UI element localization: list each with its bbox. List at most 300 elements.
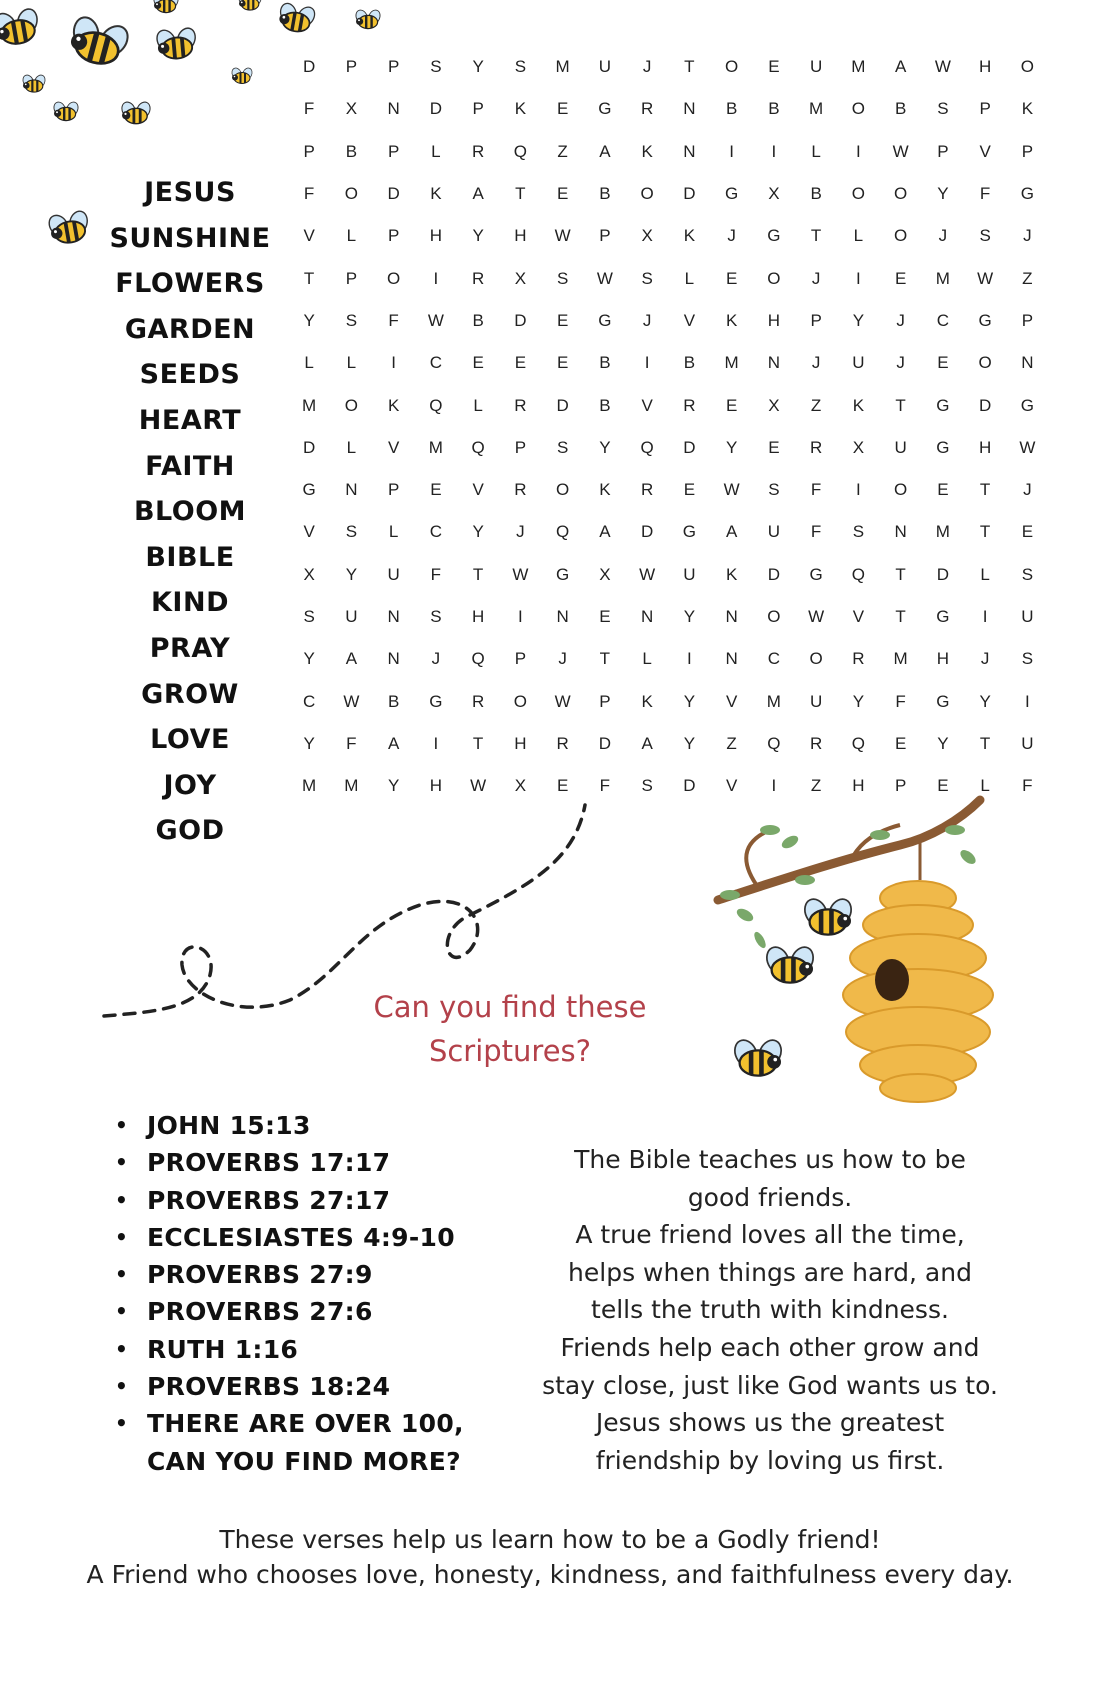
grid-letter[interactable]: B [810, 184, 822, 204]
grid-letter[interactable]: J [1023, 480, 1032, 500]
grid-letter[interactable]: Y [937, 184, 949, 204]
grid-letter[interactable]: R [809, 733, 823, 753]
grid-letter[interactable]: Q [513, 141, 527, 161]
grid-letter[interactable]: S [852, 522, 865, 542]
grid-letter[interactable]: E [430, 480, 442, 500]
grid-letter[interactable]: P [303, 141, 315, 161]
grid-letter[interactable]: R [809, 437, 823, 457]
grid-letter[interactable]: D [640, 522, 654, 542]
grid-letter[interactable]: E [556, 184, 569, 204]
grid-letter[interactable]: M [935, 268, 950, 288]
grid-letter[interactable]: L [853, 226, 864, 246]
grid-letter[interactable]: T [472, 733, 484, 753]
grid-letter[interactable]: R [471, 691, 485, 711]
grid-letter[interactable]: M [893, 649, 908, 669]
grid-letter[interactable]: N [683, 99, 696, 119]
grid-letter[interactable]: P [1021, 141, 1034, 161]
grid-letter[interactable]: I [771, 141, 777, 161]
grid-letter[interactable]: Y [472, 57, 484, 77]
grid-letter[interactable]: G [598, 310, 612, 330]
grid-letter[interactable]: J [1023, 226, 1032, 246]
grid-letter[interactable]: F [599, 776, 611, 796]
grid-letter[interactable]: J [811, 268, 821, 288]
grid-letter[interactable]: S [768, 480, 780, 500]
grid-letter[interactable]: A [387, 733, 400, 753]
grid-letter[interactable]: S [1021, 649, 1034, 669]
grid-letter[interactable]: F [895, 691, 906, 711]
grid-letter[interactable]: F [303, 184, 315, 204]
grid-letter[interactable]: P [514, 437, 527, 457]
grid-letter[interactable]: G [556, 564, 570, 584]
grid-letter[interactable]: E [514, 353, 527, 373]
grid-letter[interactable]: T [684, 57, 695, 77]
grid-letter[interactable]: F [810, 522, 822, 542]
grid-letter[interactable]: X [514, 268, 527, 288]
grid-letter[interactable]: U [809, 57, 823, 77]
grid-letter[interactable]: O [344, 184, 358, 204]
grid-letter[interactable]: D [683, 776, 696, 796]
grid-letter[interactable]: A [725, 522, 738, 542]
grid-letter[interactable]: J [727, 226, 736, 246]
grid-letter[interactable]: O [513, 691, 527, 711]
grid-letter[interactable]: T [303, 268, 315, 288]
grid-letter[interactable]: Y [303, 310, 315, 330]
grid-letter[interactable]: W [934, 57, 951, 77]
grid-letter[interactable]: P [387, 480, 400, 500]
grid-letter[interactable]: R [852, 649, 865, 669]
grid-letter[interactable]: K [641, 141, 653, 161]
grid-letter[interactable]: I [391, 353, 396, 373]
grid-letter[interactable]: W [808, 607, 825, 626]
grid-letter[interactable]: C [767, 649, 781, 669]
grid-letter[interactable]: E [556, 310, 569, 330]
grid-letter[interactable]: L [304, 353, 314, 373]
grid-letter[interactable]: I [687, 649, 692, 669]
grid-letter[interactable]: G [936, 395, 950, 415]
grid-letter[interactable]: T [810, 226, 822, 246]
grid-letter[interactable]: M [302, 776, 317, 796]
grid-letter[interactable]: H [514, 226, 527, 246]
grid-letter[interactable]: E [768, 437, 780, 457]
grid-letter[interactable]: D [683, 437, 696, 457]
grid-letter[interactable]: E [556, 99, 569, 119]
grid-letter[interactable]: T [979, 522, 991, 542]
grid-letter[interactable]: X [768, 184, 780, 204]
grid-letter[interactable]: U [767, 522, 781, 542]
grid-letter[interactable]: E [937, 776, 949, 796]
grid-letter[interactable]: E [556, 776, 569, 796]
grid-letter[interactable]: Z [726, 733, 737, 753]
grid-letter[interactable]: Y [683, 691, 696, 711]
grid-letter[interactable]: S [556, 268, 569, 288]
grid-letter[interactable]: L [346, 353, 357, 373]
grid-letter[interactable]: L [346, 226, 357, 246]
grid-letter[interactable]: P [810, 310, 822, 330]
grid-letter[interactable]: T [599, 649, 611, 669]
grid-letter[interactable]: E [472, 353, 484, 373]
grid-letter[interactable]: N [640, 607, 654, 626]
grid-letter[interactable]: Q [471, 649, 485, 669]
grid-letter[interactable]: E [556, 353, 569, 373]
grid-letter[interactable]: M [724, 353, 739, 373]
grid-letter[interactable]: N [894, 522, 907, 542]
grid-letter[interactable]: N [683, 141, 696, 161]
grid-letter[interactable]: H [852, 776, 865, 796]
grid-letter[interactable]: J [896, 310, 905, 330]
grid-letter[interactable]: N [387, 99, 400, 119]
grid-letter[interactable]: A [472, 184, 484, 204]
grid-letter[interactable]: F [388, 310, 399, 330]
grid-letter[interactable]: W [977, 268, 994, 288]
grid-letter[interactable]: F [430, 564, 442, 584]
grid-letter[interactable]: P [599, 691, 611, 711]
grid-letter[interactable]: M [766, 691, 781, 711]
grid-letter[interactable]: H [471, 607, 485, 626]
grid-letter[interactable]: Z [557, 141, 568, 161]
grid-letter[interactable]: P [1021, 310, 1034, 330]
grid-letter[interactable]: B [725, 99, 738, 119]
grid-letter[interactable]: G [725, 184, 739, 204]
grid-letter[interactable]: R [640, 99, 654, 119]
grid-letter[interactable]: Q [640, 437, 654, 457]
grid-letter[interactable]: J [642, 310, 652, 330]
grid-letter[interactable]: O [851, 99, 865, 119]
grid-letter[interactable]: V [725, 776, 738, 796]
grid-letter[interactable]: D [978, 395, 992, 415]
grid-letter[interactable]: O [725, 57, 739, 77]
grid-letter[interactable]: O [978, 353, 992, 373]
grid-letter[interactable]: S [303, 607, 315, 626]
grid-letter[interactable]: O [767, 268, 781, 288]
grid-letter[interactable]: H [767, 310, 781, 330]
grid-letter[interactable]: J [431, 649, 441, 669]
grid-letter[interactable]: E [599, 607, 611, 626]
grid-letter[interactable]: E [768, 57, 780, 77]
grid-letter[interactable]: F [1022, 776, 1033, 796]
grid-letter[interactable]: B [599, 353, 611, 373]
grid-letter[interactable]: T [895, 395, 906, 415]
grid-letter[interactable]: U [598, 57, 612, 77]
grid-letter[interactable]: K [683, 226, 696, 246]
grid-letter[interactable]: U [683, 564, 696, 584]
grid-letter[interactable]: T [895, 564, 906, 584]
grid-letter[interactable]: T [895, 607, 906, 626]
grid-letter[interactable]: M [809, 99, 824, 119]
grid-letter[interactable]: D [302, 57, 316, 77]
grid-letter[interactable]: X [641, 226, 653, 246]
grid-letter[interactable]: O [809, 649, 823, 669]
grid-letter[interactable]: K [1021, 99, 1034, 119]
grid-letter[interactable]: H [514, 733, 527, 753]
grid-letter[interactable]: W [596, 268, 613, 288]
grid-letter[interactable]: N [387, 649, 400, 669]
grid-letter[interactable]: N [1021, 353, 1034, 373]
grid-letter[interactable]: Q [767, 733, 781, 753]
grid-letter[interactable]: V [979, 141, 991, 161]
grid-letter[interactable]: V [472, 480, 484, 500]
grid-letter[interactable]: S [979, 226, 991, 246]
grid-letter[interactable]: T [979, 480, 991, 500]
grid-letter[interactable]: V [852, 607, 865, 626]
grid-letter[interactable]: I [856, 141, 861, 161]
grid-letter[interactable]: B [599, 395, 611, 415]
grid-letter[interactable]: L [684, 268, 695, 288]
grid-letter[interactable]: O [1020, 57, 1034, 77]
grid-letter[interactable]: W [639, 564, 656, 584]
grid-letter[interactable]: W [512, 564, 529, 584]
grid-letter[interactable]: N [725, 607, 738, 626]
grid-letter[interactable]: L [431, 141, 441, 161]
grid-letter[interactable]: U [387, 564, 400, 584]
grid-letter[interactable]: I [856, 268, 861, 288]
grid-letter[interactable]: D [598, 733, 612, 753]
grid-letter[interactable]: O [556, 480, 570, 500]
grid-letter[interactable]: G [1020, 395, 1034, 415]
grid-letter[interactable]: O [851, 184, 865, 204]
grid-letter[interactable]: J [642, 57, 652, 77]
grid-letter[interactable]: V [641, 395, 653, 415]
grid-letter[interactable]: U [345, 607, 358, 626]
grid-letter[interactable]: P [894, 776, 907, 796]
grid-letter[interactable]: T [515, 184, 526, 204]
grid-letter[interactable]: W [343, 691, 360, 711]
grid-letter[interactable]: G [1020, 184, 1034, 204]
grid-letter[interactable]: W [427, 310, 444, 330]
grid-letter[interactable]: X [768, 395, 780, 415]
grid-letter[interactable]: Y [852, 310, 865, 330]
grid-letter[interactable]: F [303, 99, 315, 119]
grid-letter[interactable]: R [683, 395, 696, 415]
grid-letter[interactable]: R [471, 268, 485, 288]
grid-letter[interactable]: C [429, 353, 443, 373]
grid-letter[interactable]: M [555, 57, 570, 77]
grid-letter[interactable]: P [345, 268, 358, 288]
grid-letter[interactable]: U [1021, 733, 1034, 753]
grid-letter[interactable]: R [514, 480, 527, 500]
grid-letter[interactable]: P [472, 99, 484, 119]
grid-letter[interactable]: E [1021, 522, 1034, 542]
grid-letter[interactable]: V [387, 437, 400, 457]
grid-letter[interactable]: X [303, 564, 315, 584]
grid-letter[interactable]: B [345, 141, 358, 161]
grid-letter[interactable]: N [725, 649, 738, 669]
grid-letter[interactable]: U [809, 691, 823, 711]
grid-letter[interactable]: Q [429, 395, 443, 415]
grid-letter[interactable]: D [429, 99, 443, 119]
grid-letter[interactable]: S [556, 437, 569, 457]
grid-letter[interactable]: P [937, 141, 949, 161]
grid-letter[interactable]: J [980, 649, 990, 669]
grid-letter[interactable]: Y [683, 733, 696, 753]
grid-letter[interactable]: Q [851, 564, 865, 584]
grid-letter[interactable]: Y [472, 226, 484, 246]
grid-letter[interactable]: P [345, 57, 358, 77]
grid-letter[interactable]: E [937, 480, 949, 500]
grid-letter[interactable]: Z [1022, 268, 1033, 288]
grid-letter[interactable]: X [345, 99, 358, 119]
grid-letter[interactable]: O [894, 184, 908, 204]
grid-letter[interactable]: J [811, 353, 821, 373]
grid-letter[interactable]: F [979, 184, 991, 204]
grid-letter[interactable]: B [599, 184, 611, 204]
grid-letter[interactable]: D [302, 437, 316, 457]
grid-letter[interactable]: Y [979, 691, 991, 711]
grid-letter[interactable]: K [387, 395, 400, 415]
grid-letter[interactable]: Q [851, 733, 865, 753]
grid-letter[interactable]: B [472, 310, 484, 330]
grid-letter[interactable]: S [345, 310, 358, 330]
grid-letter[interactable]: O [767, 607, 781, 626]
grid-letter[interactable]: W [892, 141, 909, 161]
grid-letter[interactable]: L [388, 522, 399, 542]
grid-letter[interactable]: N [345, 480, 358, 500]
grid-letter[interactable]: A [599, 141, 611, 161]
grid-letter[interactable]: M [851, 57, 866, 77]
grid-letter[interactable]: E [725, 395, 738, 415]
grid-letter[interactable]: G [598, 99, 612, 119]
grid-letter[interactable]: Y [852, 691, 865, 711]
grid-letter[interactable]: G [936, 691, 950, 711]
grid-letter[interactable]: S [1021, 564, 1034, 584]
grid-letter[interactable]: F [810, 480, 822, 500]
grid-letter[interactable]: A [599, 522, 611, 542]
grid-letter[interactable]: L [473, 395, 483, 415]
grid-letter[interactable]: M [428, 437, 443, 457]
grid-letter[interactable]: R [514, 395, 527, 415]
grid-letter[interactable]: K [725, 564, 738, 584]
grid-letter[interactable]: W [554, 226, 571, 246]
grid-letter[interactable]: G [429, 691, 443, 711]
grid-letter[interactable]: K [725, 310, 738, 330]
grid-letter[interactable]: I [433, 268, 439, 288]
grid-letter[interactable]: P [514, 649, 527, 669]
grid-letter[interactable]: V [725, 691, 738, 711]
grid-letter[interactable]: U [852, 353, 865, 373]
grid-letter[interactable]: B [768, 99, 780, 119]
grid-letter[interactable]: D [683, 184, 696, 204]
grid-letter[interactable]: S [641, 776, 653, 796]
grid-letter[interactable]: X [852, 437, 865, 457]
grid-letter[interactable]: J [938, 226, 948, 246]
grid-letter[interactable]: V [303, 226, 315, 246]
grid-letter[interactable]: W [470, 776, 487, 796]
grid-letter[interactable]: H [978, 437, 992, 457]
grid-letter[interactable]: V [683, 310, 696, 330]
grid-letter[interactable]: O [387, 268, 401, 288]
grid-letter[interactable]: O [640, 184, 654, 204]
grid-letter[interactable]: E [894, 733, 907, 753]
grid-letter[interactable]: P [387, 141, 400, 161]
grid-letter[interactable]: S [430, 607, 442, 626]
grid-letter[interactable]: R [640, 480, 654, 500]
grid-letter[interactable]: C [936, 310, 950, 330]
grid-letter[interactable]: C [302, 691, 316, 711]
grid-letter[interactable]: I [518, 607, 523, 626]
grid-letter[interactable]: U [894, 437, 907, 457]
grid-letter[interactable]: H [978, 57, 992, 77]
grid-letter[interactable]: Q [471, 437, 485, 457]
grid-letter[interactable]: I [1025, 691, 1030, 711]
grid-letter[interactable]: Y [472, 522, 484, 542]
grid-letter[interactable]: Q [556, 522, 570, 542]
grid-letter[interactable]: H [429, 226, 443, 246]
grid-letter[interactable]: K [641, 691, 653, 711]
grid-letter[interactable]: B [387, 691, 400, 711]
grid-letter[interactable]: R [471, 141, 485, 161]
grid-letter[interactable]: G [978, 310, 992, 330]
grid-letter[interactable]: S [514, 57, 527, 77]
grid-letter[interactable]: Y [303, 649, 315, 669]
grid-letter[interactable]: H [429, 776, 443, 796]
grid-letter[interactable]: I [433, 733, 439, 753]
grid-letter[interactable]: C [429, 522, 443, 542]
grid-letter[interactable]: X [599, 564, 611, 584]
grid-letter[interactable]: L [980, 564, 990, 584]
grid-letter[interactable]: O [344, 395, 358, 415]
grid-letter[interactable]: G [809, 564, 823, 584]
grid-letter[interactable]: W [1019, 437, 1036, 457]
grid-letter[interactable]: E [894, 268, 907, 288]
grid-letter[interactable]: S [641, 268, 653, 288]
grid-letter[interactable]: I [729, 141, 734, 161]
grid-letter[interactable]: M [302, 395, 317, 415]
grid-letter[interactable]: E [937, 353, 949, 373]
grid-letter[interactable]: P [387, 226, 400, 246]
grid-letter[interactable]: J [516, 522, 525, 542]
grid-letter[interactable]: P [979, 99, 991, 119]
grid-letter[interactable]: G [767, 226, 781, 246]
grid-letter[interactable]: J [896, 353, 905, 373]
grid-letter[interactable]: B [683, 353, 696, 373]
grid-letter[interactable]: K [430, 184, 442, 204]
grid-letter[interactable]: D [936, 564, 950, 584]
grid-letter[interactable]: W [554, 691, 571, 711]
grid-letter[interactable]: D [387, 184, 400, 204]
grid-letter[interactable]: F [346, 733, 357, 753]
grid-letter[interactable]: K [599, 480, 611, 500]
grid-letter[interactable]: M [935, 522, 950, 542]
grid-letter[interactable]: S [430, 57, 442, 77]
grid-letter[interactable]: P [599, 226, 611, 246]
grid-letter[interactable]: M [344, 776, 359, 796]
grid-letter[interactable]: W [723, 480, 740, 500]
grid-letter[interactable]: T [979, 733, 991, 753]
grid-letter[interactable]: Y [599, 437, 611, 457]
grid-letter[interactable]: X [514, 776, 527, 796]
grid-letter[interactable]: Z [810, 395, 822, 415]
grid-letter[interactable]: S [937, 99, 949, 119]
grid-letter[interactable]: V [303, 522, 315, 542]
grid-letter[interactable]: N [387, 607, 400, 626]
grid-letter[interactable]: I [771, 776, 777, 796]
grid-letter[interactable]: N [767, 353, 781, 373]
grid-letter[interactable]: D [767, 564, 781, 584]
grid-letter[interactable]: N [556, 607, 569, 626]
grid-letter[interactable]: R [556, 733, 569, 753]
grid-letter[interactable]: D [556, 395, 569, 415]
grid-letter[interactable]: Y [725, 437, 738, 457]
grid-letter[interactable]: O [894, 480, 908, 500]
grid-letter[interactable]: L [980, 776, 990, 796]
grid-letter[interactable]: Y [937, 733, 949, 753]
grid-letter[interactable]: P [387, 57, 400, 77]
grid-letter[interactable]: A [641, 733, 653, 753]
grid-letter[interactable]: L [811, 141, 821, 161]
grid-letter[interactable]: G [936, 607, 950, 626]
grid-letter[interactable]: G [682, 522, 696, 542]
grid-letter[interactable]: U [1021, 607, 1034, 626]
grid-letter[interactable]: Z [810, 776, 822, 796]
